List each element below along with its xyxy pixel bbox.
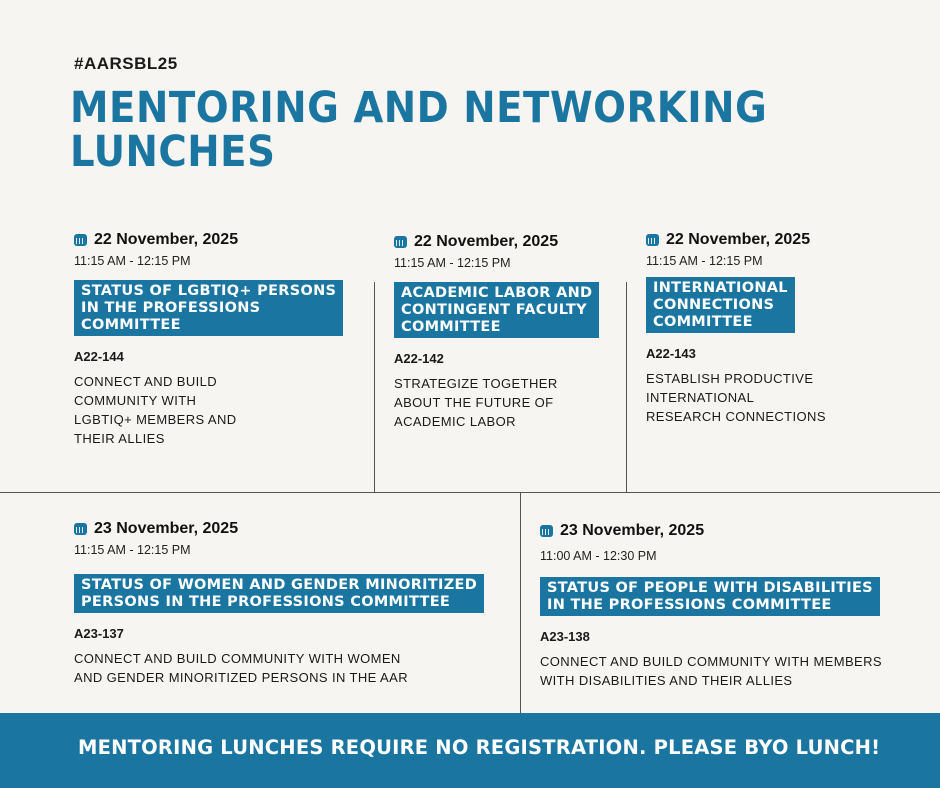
date-row [74, 520, 514, 538]
calendar-icon [540, 525, 553, 537]
session-description: STRATEGIZE TOGETHER ABOUT THE FUTURE OF ACADEMIC LABOR [394, 376, 558, 429]
divider-vertical-1 [374, 282, 375, 492]
date-row [74, 231, 364, 249]
session-date: 22 November, 2025 [94, 231, 239, 248]
session-date: 23 November, 2025 [94, 520, 239, 537]
session-date: 23 November, 2025 [560, 522, 705, 539]
session-time: 11:15 AM - 12:15 PM [74, 254, 191, 268]
calendar-icon [394, 236, 407, 248]
session-time: 11:15 AM - 12:15 PM [74, 543, 191, 557]
date-row [540, 522, 935, 540]
calendar-icon [74, 234, 87, 246]
session-description: CONNECT AND BUILD COMMUNITY WITH MEMBERS WITH DISABILITIES AND THEIR ALLIES [540, 654, 882, 688]
footer-notice: MENTORING LUNCHES REQUIRE NO REGISTRATION. PLEASE BYO LUNCH! [78, 736, 881, 759]
session-description: CONNECT AND BUILD COMMUNITY WITH LGBTIQ+ MEMBERS AND THEIR ALLIES [74, 374, 237, 446]
session-code: A23-138 [540, 629, 590, 644]
session-time: 11:00 AM - 12:30 PM [540, 549, 657, 563]
date-row [394, 233, 624, 251]
session-date: 22 November, 2025 [666, 231, 811, 248]
session-description: ESTABLISH PRODUCTIVE INTERNATIONAL RESEARCH CONNECTIONS [646, 371, 826, 424]
session-code: A22-144 [74, 349, 124, 364]
committee-label: STATUS OF PEOPLE WITH DISABILITIES IN THE PROFESSIONS COMMITTEE [540, 577, 880, 616]
divider-vertical-2 [626, 282, 627, 492]
session-time: 11:15 AM - 12:15 PM [646, 254, 763, 268]
committee-label: STATUS OF WOMEN AND GENDER MINORITIZED PERSONS IN THE PROFESSIONS COMMITTEE [74, 574, 484, 613]
session-code: A22-142 [394, 351, 444, 366]
session-card [540, 522, 935, 690]
committee-label: ACADEMIC LABOR AND CONTINGENT FACULTY COMMITTEE [394, 282, 599, 338]
session-code: A22-143 [646, 346, 696, 361]
session-card [74, 520, 514, 687]
session-card [394, 233, 624, 431]
session-card [74, 231, 364, 448]
date-row [646, 231, 936, 249]
hashtag: #AARSBL25 [74, 54, 178, 73]
session-card [646, 231, 936, 426]
calendar-icon [646, 234, 659, 246]
session-description: CONNECT AND BUILD COMMUNITY WITH WOMEN AND GENDER MINORITIZED PERSONS IN THE AAR [74, 651, 408, 685]
session-code: A23-137 [74, 626, 124, 641]
calendar-icon [74, 523, 87, 535]
committee-label: STATUS OF LGBTIQ+ PERSONS IN THE PROFESSIONS COMMITTEE [74, 280, 343, 336]
session-time: 11:15 AM - 12:15 PM [394, 256, 511, 270]
committee-label: INTERNATIONAL CONNECTIONS COMMITTEE [646, 277, 795, 333]
page-title: MENTORING AND NETWORKING LUNCHES [70, 83, 768, 177]
divider-vertical-3 [520, 492, 521, 713]
session-date: 22 November, 2025 [414, 233, 559, 250]
divider-horizontal [0, 492, 940, 493]
